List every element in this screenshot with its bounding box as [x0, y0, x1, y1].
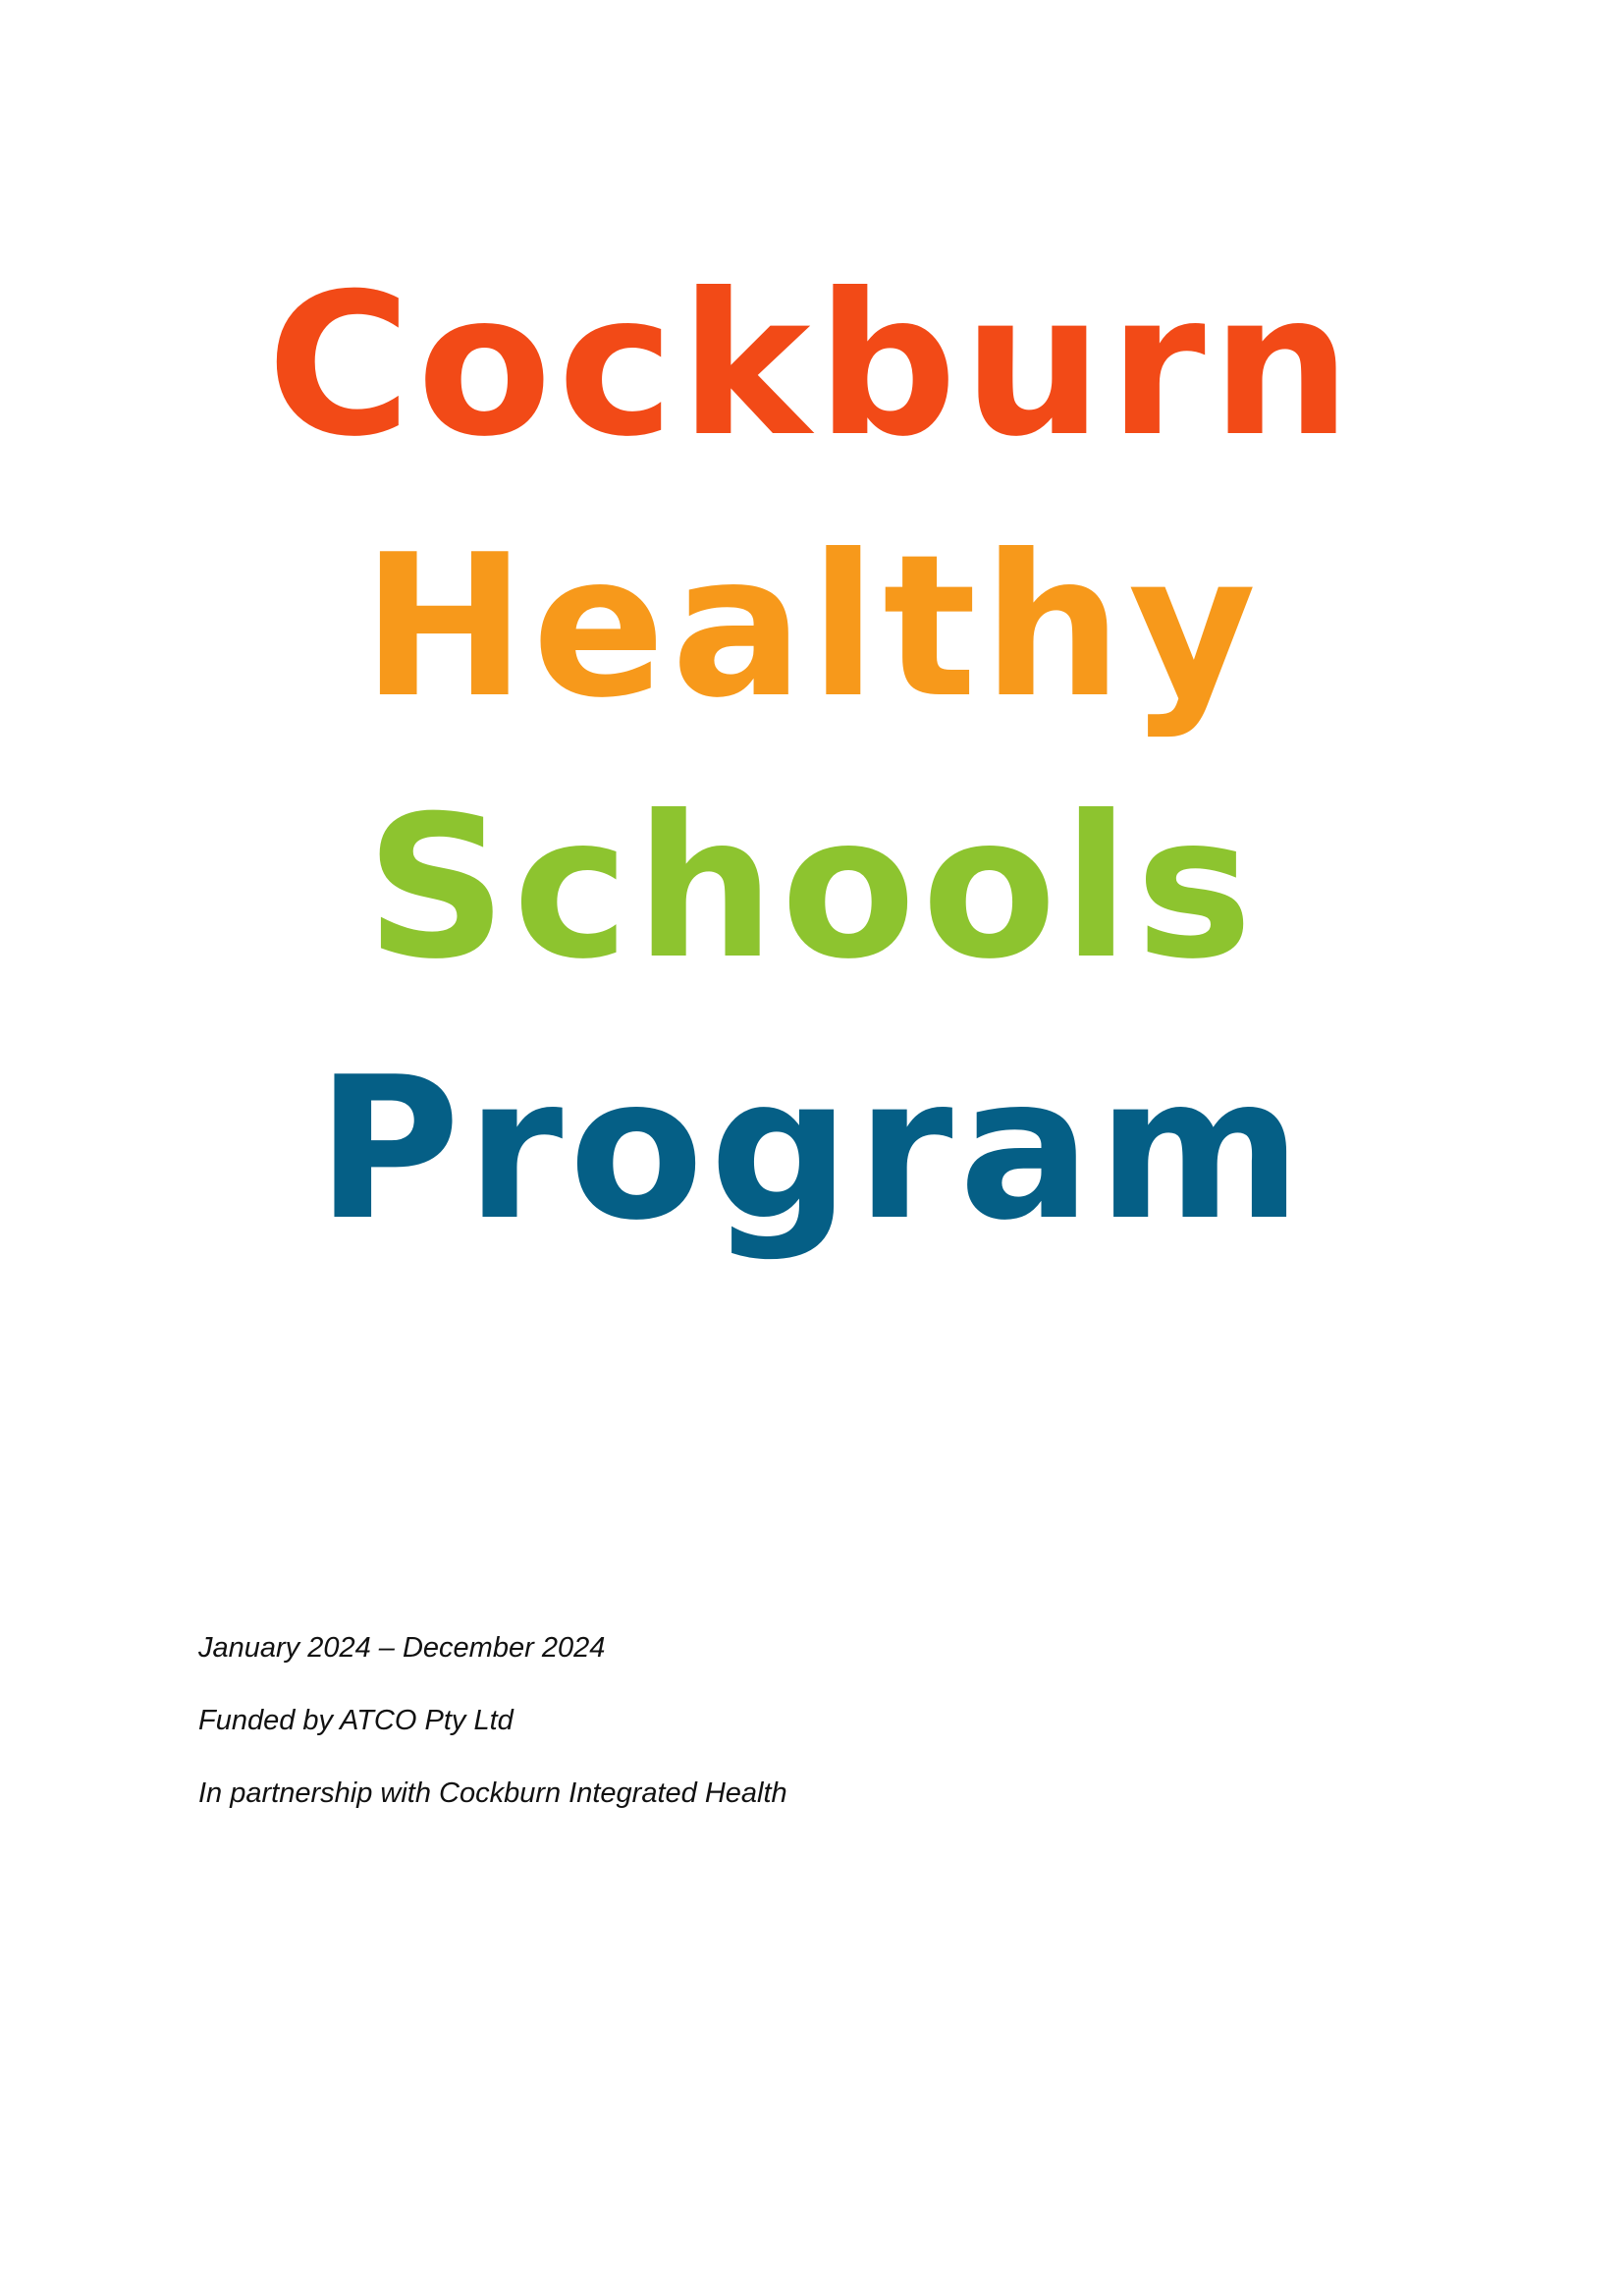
cover-details	[198, 1630, 1377, 1848]
cover-title	[0, 236, 1624, 1281]
program-period: January 2024 – December 2024	[198, 1632, 606, 1664]
title-line-schools: Schools	[365, 774, 1259, 1003]
title-line-program: Program	[316, 1035, 1308, 1264]
title-line-healthy: Healthy	[361, 513, 1263, 741]
funding-statement: Funded by ATCO Pty Ltd	[198, 1705, 514, 1736]
title-line-cockburn: Cockburn	[266, 251, 1358, 480]
partnership-statement: In partnership with Cockburn Integrated Health	[198, 1777, 787, 1809]
